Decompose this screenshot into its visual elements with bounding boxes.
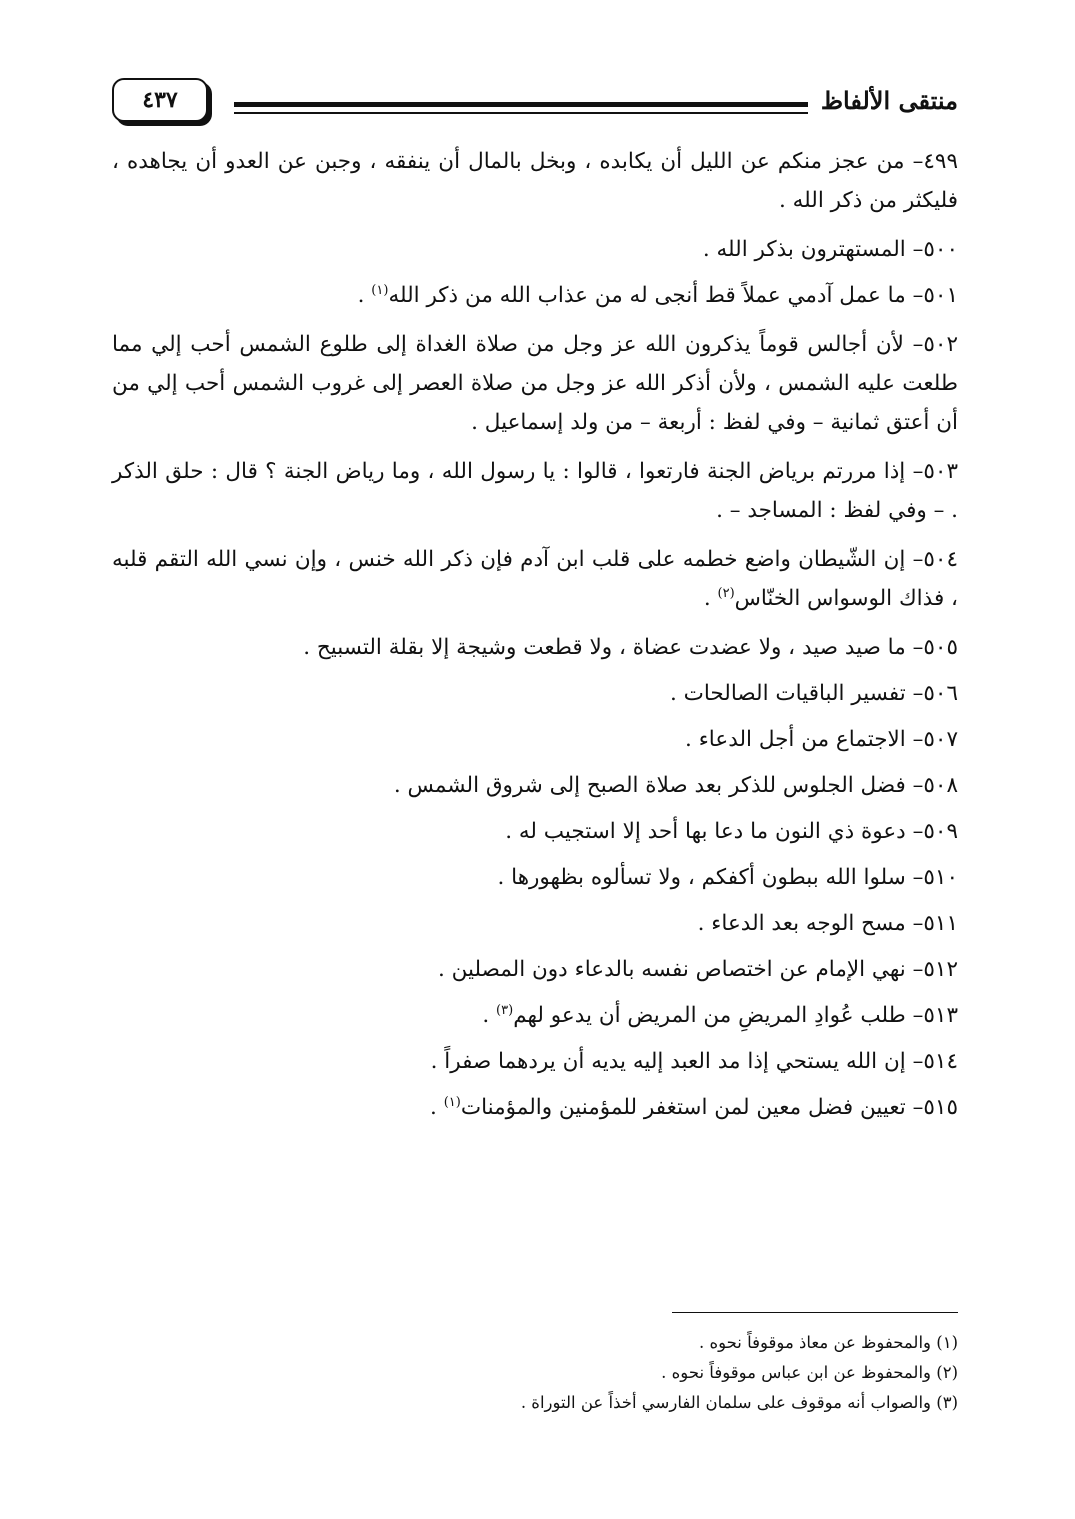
entry-502: ٥٠٢– لأن أجالس قوماً يذكرون الله عز وجل من صلاة الغداة إلى طلوع الشمس أحب إلي مما طلعت عليه الشمس ، ولأن أذكر الله عز وجل من صلاة العصر إلى غروب الشمس أحب إلي من أن أعتق ثمانية – وفي لفظ : أربعة – من ولد إسماعيل . (112, 332, 958, 435)
header-rule-thin (234, 112, 808, 114)
footnote-ref-2[interactable]: (٢) (717, 585, 735, 601)
footnote-separator (672, 1312, 958, 1313)
entry-514: ٥١٤– إن الله يستحي إذا مد العبد إليه يديه أن يردهما صفراً . (430, 1049, 958, 1074)
entry-506: ٥٠٦– تفسير الباقيات الصالحات . (669, 681, 958, 706)
page-header (112, 72, 958, 132)
footnote-ref-1[interactable]: (١) (371, 282, 389, 298)
footnote-ref-3[interactable]: (٣) (496, 1002, 514, 1018)
book-title: منتقى الألفاظ (820, 86, 958, 115)
entry-501: ٥٠١– ما عمل آدمي عملاً قط أنجى له من عذاب الله من ذكر الله$^{(١)}$ . (357, 282, 958, 308)
entry-500: ٥٠٠– المستهترون بذكر الله . (702, 237, 958, 262)
entry-505: ٥٠٥– ما صيد صيد ، ولا عضدت عضاة ، ولا قطعت وشيجة إلا بقلة التسبيح . (303, 635, 958, 660)
footnote-ref-1b[interactable]: (١) (443, 1094, 461, 1110)
entry-509: ٥٠٩– دعوة ذي النون ما دعا بها أحد إلا استجيب له . (505, 819, 958, 844)
header-rule-thick (234, 102, 808, 107)
entry-513: ٥١٣– طلب عُوادِ المريضِ من المريض أن يدعو لهم$^{(٣)}$ . (482, 1002, 958, 1028)
page-number: ٤٣٧ (142, 87, 178, 113)
entry-512: ٥١٢– نهي الإمام عن اختصاص نفسه بالدعاء دون المصلين . (437, 957, 958, 982)
entry-515: ٥١٥– تعيين فضل معين لمن استغفر للمؤمنين والمؤمنات$^{(١)}$ . (430, 1094, 958, 1120)
main-text (112, 142, 958, 1134)
footnote-1: (١) والمحفوظ عن معاذ موقوفاً نحوه . (698, 1333, 958, 1352)
entry-510: ٥١٠– سلوا الله ببطون أكفكم ، ولا تسألوه بظهورها . (497, 865, 958, 890)
entry-499: ٤٩٩– من عجز منكم عن الليل أن يكابده ، وبخل بالمال أن ينفقه ، وجبن عن العدو أن يجاهده ، فليكثر من ذكر الله . (112, 149, 958, 213)
entry-503: ٥٠٣– إذا مررتم برياض الجنة فارتعوا ، قالوا : يا رسول الله ، وما رياض الجنة ؟ قال : حلق الذكر . – وفي لفظ : المساجد – . (112, 459, 958, 523)
footnotes (112, 1328, 958, 1418)
footnote-3: (٣) والصواب أنه موقوف على سلمان الفارسي أخذاً عن التوراة . (520, 1393, 958, 1412)
entry-507: ٥٠٧– الاجتماع من أجل الدعاء . (685, 727, 958, 752)
footnote-2: (٢) والمحفوظ عن ابن عباس موقوفاً نحوه . (661, 1363, 958, 1382)
entry-511: ٥١١– مسح الوجه بعد الدعاء . (697, 911, 958, 936)
page-number-box (112, 78, 208, 122)
entry-504: ٥٠٤– إن الشّيطان واضع خطمه على قلب ابن آدم فإن ذكر الله خنس ، وإن نسي الله التقم قلبه ، فذاك الوسواس الخنّاس$^{(٢)}$ . (112, 547, 958, 611)
entry-508: ٥٠٨– فضل الجلوس للذكر بعد صلاة الصبح إلى شروق الشمس . (393, 773, 958, 798)
